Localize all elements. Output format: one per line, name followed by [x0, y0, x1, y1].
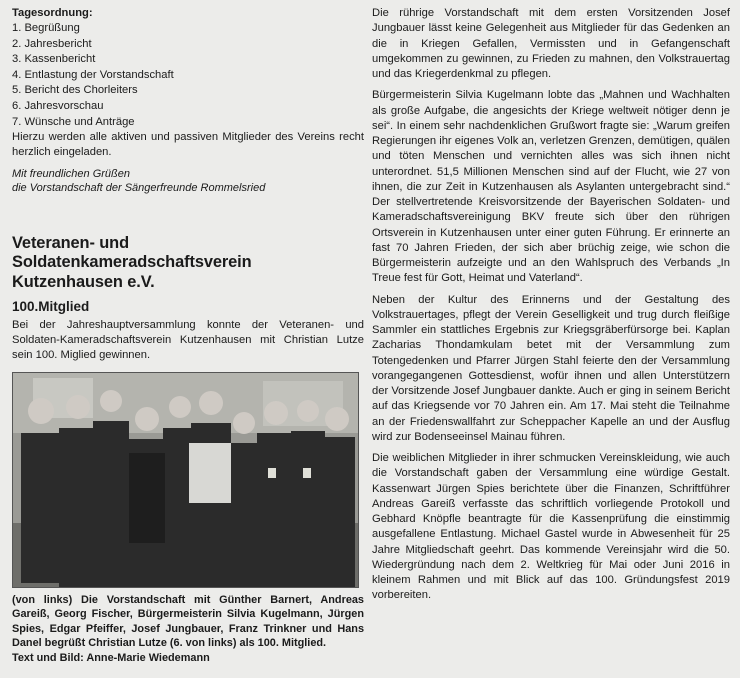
article-headline: [12, 234, 364, 293]
photo-credit: Text und Bild: Anne-Marie Wiedemann: [12, 652, 210, 665]
right-column: [372, 6, 730, 610]
agenda-item: 5. Bericht des Chorleiters: [12, 84, 138, 97]
greeting-line: Mit freundlichen Grüßen: [12, 167, 130, 180]
photo-caption: [12, 593, 364, 666]
agenda-item: 7. Wünsche und Anträge: [12, 115, 135, 128]
caption-text: (von links) Die Vorstandschaft mit Günther Barnert, Andreas Gareiß, Georg Fischer, Bürgermeisterin Silvia Kugelmann, Jürgen Spies, Edgar Pfeiffer, Josef Jungbauer, Franz Trinkner und Hans Danel begrüßt Christian Lutze (6. von links) als 100. Mitglied.: [12, 593, 364, 650]
article-paragraph: Die rührige Vorstandschaft mit dem ersten Vorsitzenden Josef Jungbauer lässt keine Gelegenheit aus Mitglieder für das Gedenken an die in Kriegen Gefallen, Vermissten und in Gefangenschaft umgekommen zu gewinnen, zu Frieden zu mahnen, den Volkstrauertag und das Kriegerdenkmal zu pflegen.: [372, 7, 730, 80]
left-column: [12, 6, 364, 666]
agenda-item: 3. Kassenbericht: [12, 53, 96, 66]
agenda-list: [12, 21, 364, 130]
agenda-item: 2. Jahresbericht: [12, 37, 92, 50]
agenda-item: 1. Begrüßung: [12, 22, 80, 34]
group-photo-illustration: [13, 373, 358, 587]
agenda-item: 6. Jahresvorschau: [12, 99, 104, 112]
group-photo: [12, 372, 359, 588]
agenda-heading: Tagesordnung:: [12, 7, 93, 19]
agenda-signature: [12, 167, 364, 196]
agenda-item: 4. Entlastung der Vorstandschaft: [12, 68, 174, 81]
sender-line: die Vorstandschaft der Sängerfreunde Rommelsried: [12, 182, 266, 195]
headline-line: Soldatenkameradschaftsverein: [12, 253, 252, 272]
agenda-notice: Hierzu werden alle aktiven und passiven Mitglieder des Vereins recht herzlich eingeladen.: [12, 131, 364, 159]
article-paragraph: Die weiblichen Mitglieder in ihrer schmucken Vereinskleidung, wie auch die Vorstandschaft gaben der Versammlung eine würdige Gestalt. Kassenwart Jürgen Spies berichtete über die Finanzen, Schriftführer Andreas Gareiß verfasste das schriftlich vorliegende Protokoll und Gebhard Knöpfle beantragte für die Kassenprüfung die einstimmig ausgefallene Entlastung. Michael Gastel wurde in Abwesenheit für 25 Jahre Mitgliedschaft geehrt. Das kommende Vereinsjahr wird die 50. Wiedergründung nach dem 2. Weltkrieg für Mai oder Juni 2016 in kleinem Rahmen und mit Blick auf das 100. Gründungsfest 2019 vorbereiten.: [372, 452, 730, 602]
headline-line: Veteranen- und: [12, 233, 129, 252]
article-intro: Bei der Jahreshauptversammlung konnte der Veteranen- und Soldaten-Kameradschaftsverein Kutzenhausen mit Christian Lutze sein 100. Miglied gewinnen.: [12, 319, 364, 362]
article-subhead: 100.Mitglied: [12, 299, 90, 315]
article-paragraph: Neben der Kultur des Erinnerns und der Gestaltung des Volkstrauertages, pflegt der Verein Geselligkeit und trug durch fleißige Sammler ein stattliches Ergebnis zur Kriegsgräberfürsorge bei. Kaplan Zacharias Thondamkulam betet mit der Versammlung zum Totengedenken und Pfarrer Jürgen Stahl feierte den der Versammlung vorangegangenen Gottesdienst, wofür ihnen und allen Unterstützern der Vorsitzende Josef Jungbauer dankte. Auch er ging in seinem Bericht auf das Kriegsende vor 70 Jahren ein. Am 17. Mai steht die Teilnahme an der Friedenswallfahrt zur Scheppacher Kapelle an und der Ausflug wird zur Bodenseeinsel Mainau führen.: [372, 293, 730, 443]
article-paragraph: Bürgermeisterin Silvia Kugelmann lobte das „Mahnen und Wachhalten als große Aufgabe, die angesichts der Kriege weltweit nötiger denn je sei“. In einem sehr nachdenklichen Grußwort fragte sie: „Warum greifen Regierungen ihr eigenes Volk an, verletzen Grenzen, demütigen, quälen und töten Menschen und vernichten alles was sich ihnen nicht unterordnet. 51,5 Millionen Menschen sind auf der Flucht, wie 27 von ihnen, die zur Zeit in Kutzenhausen als Asylanten untergebracht sind.“ Der stellvertretende Kreisvorsitzende der Bayerischen Soldaten- und Kameradschaftsvereinigung BKV freute sich über den rührigen Ortsverein in Kutzenhausen unter einer guten Führung. Er erinnerte an fast 70 Jahren Frieden, der sich aber brüchig zeige, wie schon die Bürgermeisterin aufzeigte und an den Wahlspruch des Verbands „In Treue fest für Gott, Heimat und Vaterland“.: [372, 89, 730, 285]
headline-line: Kutzenhausen e.V.: [12, 272, 155, 291]
